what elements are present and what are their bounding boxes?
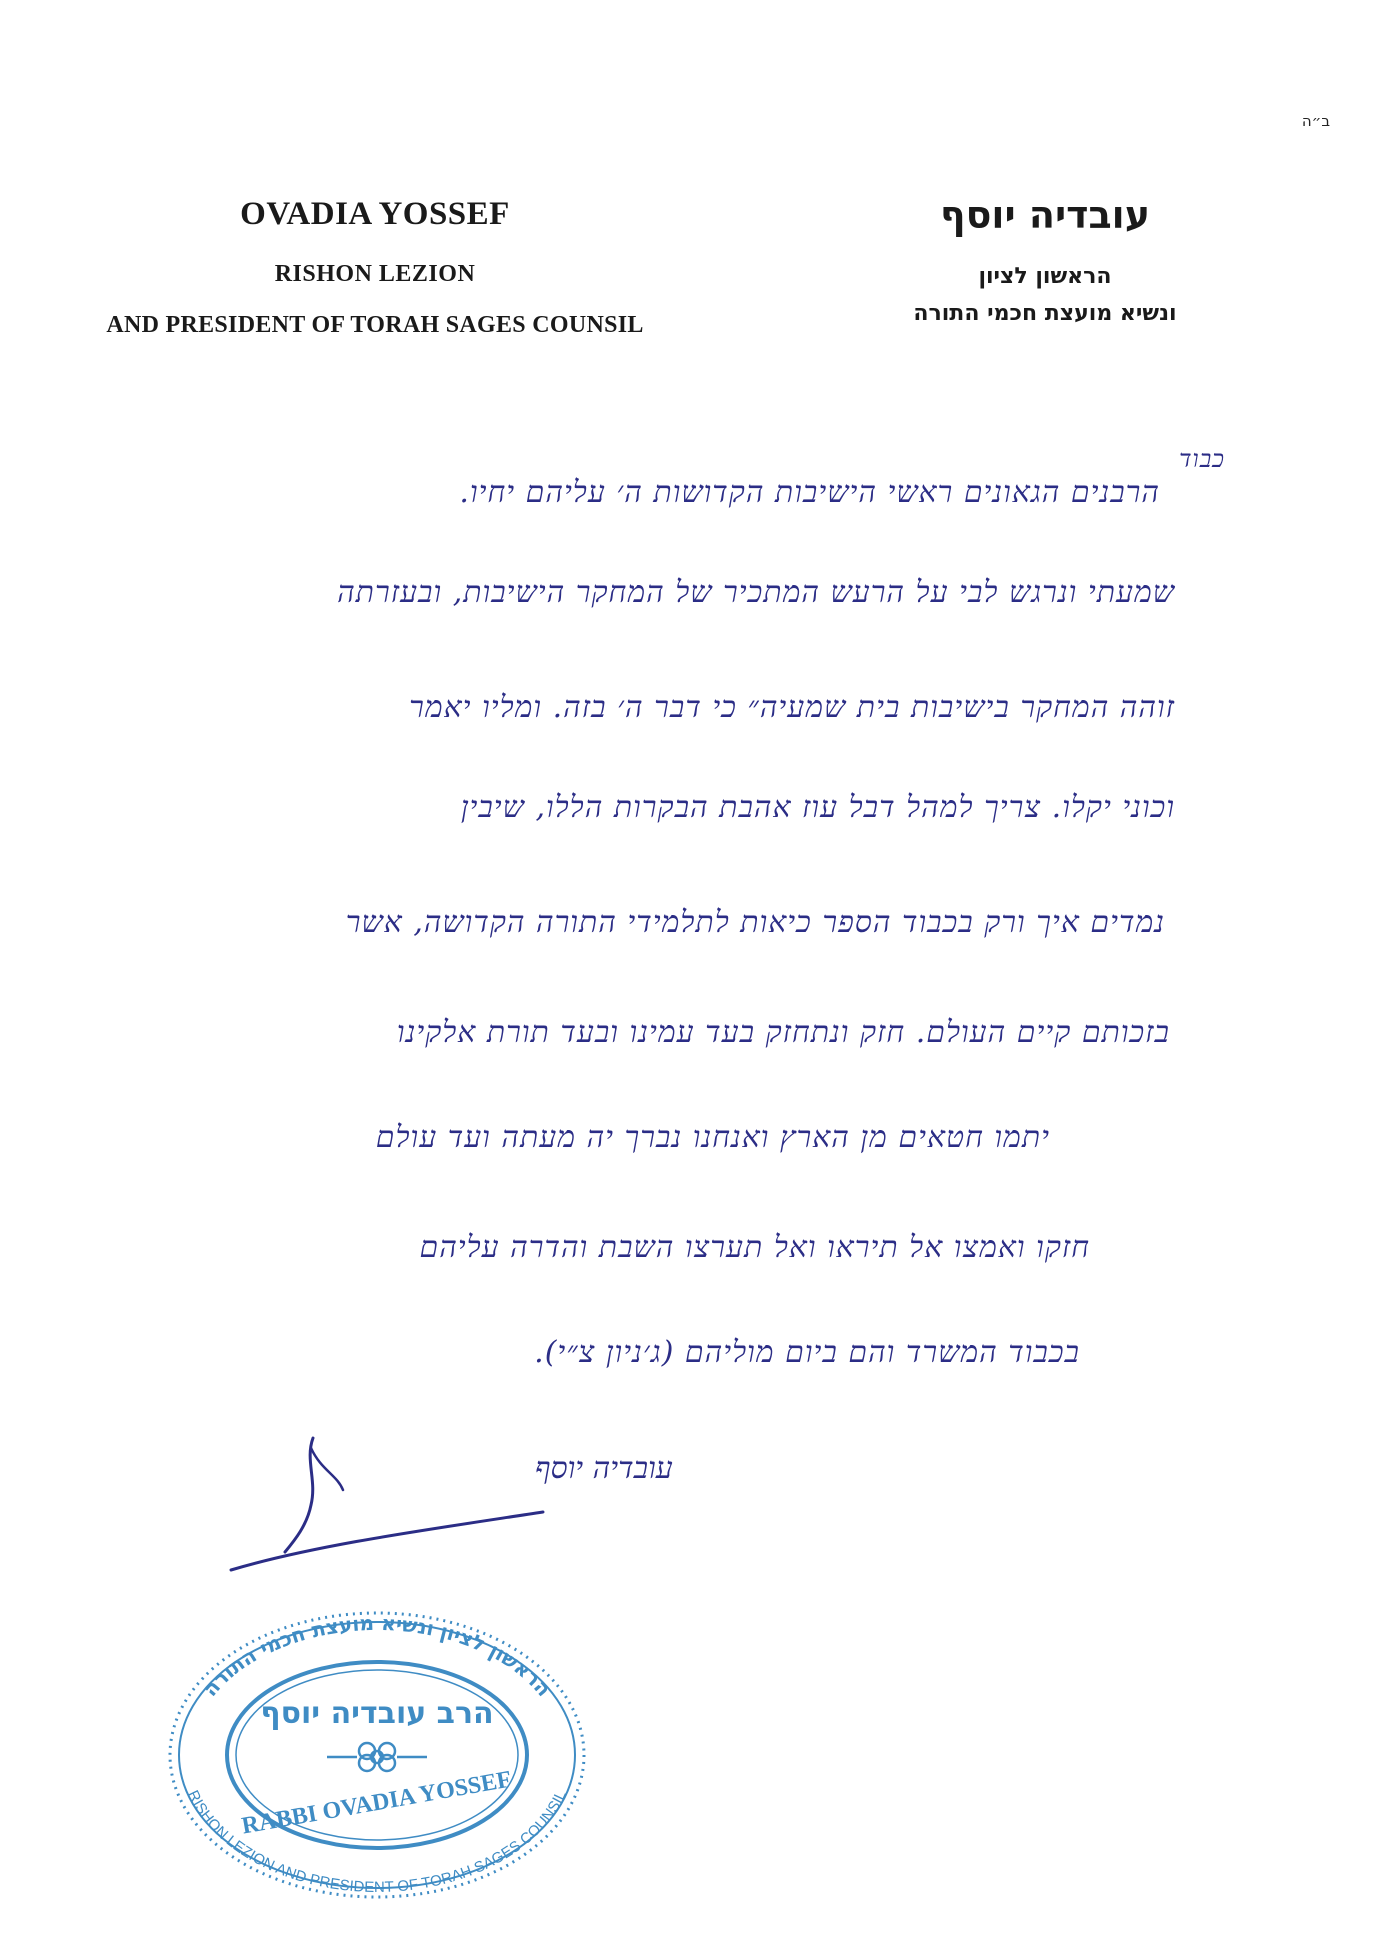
letter-line-6: בזכותם קיים העולם. חזק ונתחזק בעד עמינו ובעד תורת אלקינו xyxy=(396,1015,1170,1050)
letter-line-2: שמעתי ונרגש לבי על הרעש המתכיר של המחקר הישיבות, ובעזרתה xyxy=(337,575,1175,610)
letter-line-4: וכוני יקלו. צריך למהל דבל עוז אהבת הבקרות הללו, שיבין xyxy=(460,790,1175,825)
letter-line-9: בכבוד המשרד והם ביום מוליהם (ג׳ניון צ״י). xyxy=(534,1335,1080,1370)
letterhead-en-name: OVADIA YOSSEF xyxy=(240,196,510,232)
letter-line-5: נמדים איך ורק בכבוד הספר כיאות לתלמידי התורה הקדושה, אשר xyxy=(345,905,1165,940)
svg-text:הראשון לציון ונשיא מועצת חכמי xyxy=(198,1611,556,1701)
rabbi-seal-stamp xyxy=(162,1605,592,1905)
letterhead-he-subtitle: ונשיא מועצת חכמי התורה xyxy=(913,301,1177,326)
letterhead-he-title: הראשון לציון xyxy=(978,264,1112,289)
salutation-prefix: כבוד xyxy=(1179,445,1225,473)
seal-inner-english-name: RABBI OVADIA YOSSEF xyxy=(239,1766,514,1840)
letterhead-hebrew xyxy=(855,193,1235,326)
letter-line-3: זוהה המחקר בישיבות בית שמעיה״ כי דבר ה׳ בזה. ומליו יאמר xyxy=(409,690,1175,725)
letter-line-7: יתמו חטאים מן הארץ ואנחנו נברך יה מעתה ועד עולם xyxy=(375,1120,1050,1155)
seal-ornament-icon xyxy=(327,1743,427,1771)
letterhead-en-title: RISHON LEZION xyxy=(274,261,476,287)
letterhead-english xyxy=(70,198,680,339)
seal-inner-hebrew-name: הרב עובדיה יוסף xyxy=(260,1696,494,1731)
seal-outer-bottom-text: RISHON LEZION AND PRESIDENT OF TORAH SAGES COUNSIL xyxy=(184,1787,570,1897)
letter-line-1: הרבנים הגאונים ראשי הישיבות הקדושות ה׳ עליהם יחיו. xyxy=(459,475,1160,510)
letterhead-he-name: עובדיה יוסף xyxy=(939,193,1151,237)
signature xyxy=(225,1420,673,1580)
seal-outer-top-text: הראשון לציון ונשיא מועצת חכמי התורה xyxy=(197,1610,557,1701)
letter-line-8: חזקו ואמצו אל תיראו ואל תערצו השבת והדרה עליהם xyxy=(419,1230,1090,1265)
letterhead-en-subtitle: AND PRESIDENT OF TORAH SAGES COUNSIL xyxy=(106,312,644,338)
signature-text: עובדיה יוסף xyxy=(535,1451,673,1486)
bh-mark: ב״ה xyxy=(1301,112,1330,130)
